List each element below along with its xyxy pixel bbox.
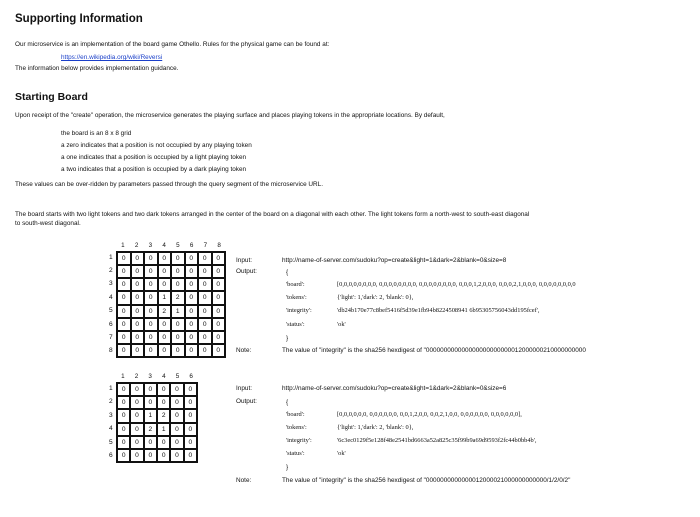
ex1-integrity-value: 'db24b170e77c8bef5416f5d39e1fb94b8224508941 6b95305756043dd195fcef', — [337, 307, 540, 314]
board-8-cell: 0 — [117, 265, 131, 278]
board-6-row-number: 6 — [109, 452, 113, 460]
board-6-row-number: 4 — [109, 425, 113, 433]
board-8-col-number: 8 — [217, 242, 221, 249]
board-6-cell: 0 — [117, 409, 130, 422]
board-8-cell: 0 — [198, 318, 212, 331]
ex1-open-brace: { — [286, 269, 289, 276]
board-6-cell: 0 — [130, 409, 143, 422]
board-6-cell: 0 — [184, 396, 197, 409]
board-8-cell: 0 — [212, 252, 226, 265]
board-6-cell: 0 — [144, 396, 157, 409]
ex2-board-value: [0,0,0,0,0,0, 0,0,0,0,0,0, 0,0,1,2,0,0, 0,0,2,1,0,0, 0,0,0,0,0,0, 0,0,0,0,0,0], — [337, 411, 522, 418]
board-8-cell: 0 — [198, 291, 212, 304]
board-8-cell: 0 — [144, 344, 158, 357]
board-8-cell: 0 — [144, 291, 158, 304]
board-8-cell: 0 — [144, 318, 158, 331]
ex1-input-label: Input: — [236, 257, 252, 264]
board-6-col-number: 3 — [148, 373, 152, 380]
board-8-col-number: 1 — [121, 242, 125, 249]
board-8-row-number: 5 — [109, 307, 113, 315]
ex1-tokens-key: 'tokens': — [286, 294, 307, 301]
board-6-cell: 0 — [184, 409, 197, 422]
board-6-cell: 0 — [130, 383, 143, 396]
board-6-cell: 0 — [144, 436, 157, 449]
board-6-cell: 2 — [157, 409, 170, 422]
board-8-col-number: 2 — [134, 242, 139, 249]
board-6-cell: 0 — [170, 383, 183, 396]
board-8-cell: 0 — [117, 344, 131, 357]
board-6-col-number: 2 — [134, 373, 139, 380]
ex2-integrity-value: '6c3ec0129f5e128f48e2541bd6663a52a825c35f99b9a69d9593f2fc44b0bb4b', — [337, 437, 537, 444]
ex1-status-key: 'status': — [286, 321, 305, 328]
board-6-col-number: 5 — [175, 373, 180, 380]
board-8-cell: 0 — [131, 291, 145, 304]
board-8-cell: 0 — [131, 318, 145, 331]
board-8-cell: 0 — [144, 331, 158, 344]
board-8-cell: 0 — [212, 318, 226, 331]
board-6-cell: 0 — [117, 383, 130, 396]
board-6-cell: 0 — [117, 396, 130, 409]
ex1-board-value: [0,0,0,0,0,0,0,0, 0,0,0,0,0,0,0,0, 0,0,0,0,0,0,0,0, 0,0,0,1,2,0,0,0, 0,0,0,2,1,0,0,0, 0,0,0,0,0,0,0,0 — [337, 281, 576, 288]
ex2-input-url: http://name-of-server.com/sudoku?op=create&light=1&dark=2&blank=0&size=6 — [282, 385, 507, 392]
board-8-col-number: 4 — [162, 242, 166, 249]
ex2-close-brace: } — [286, 464, 289, 471]
ex2-input-label: Input: — [236, 385, 252, 392]
board-8-cell: 0 — [131, 305, 145, 318]
board-8-cell: 0 — [212, 331, 226, 344]
board-8-cell: 0 — [185, 252, 199, 265]
board-8-cell: 0 — [198, 278, 212, 291]
board-6-col-number: 6 — [189, 373, 193, 380]
board-6-cell: 2 — [144, 423, 157, 436]
intro-line-2: The information below provides implementation guidance. — [15, 65, 179, 72]
board-8-col-number: 3 — [148, 242, 153, 249]
ex2-note-text: The value of "integrity" is the sha256 hexdigest of "0000000000000012000021000000000000/1/2/0/2" — [282, 477, 571, 484]
ex2-status-key: 'status': — [286, 450, 305, 457]
board-8-cell: 1 — [171, 305, 185, 318]
board-8-row-number: 3 — [109, 280, 113, 288]
ex2-open-brace: { — [286, 399, 289, 406]
board-8-cell: 0 — [212, 291, 226, 304]
ex2-tokens-value: {'light': 1,'dark': 2, 'blank': 0}, — [337, 424, 414, 431]
board-8-cell: 0 — [131, 331, 145, 344]
ex1-note-text: The value of "integrity" is the sha256 hexdigest of "000000000000000000000000012000000210000000000 — [282, 347, 586, 354]
board-8-cell: 0 — [117, 318, 131, 331]
default-item-1: the board is an 8 x 8 grid — [61, 130, 132, 137]
board-6-cell: 0 — [144, 449, 157, 462]
section-line-1: Upon receipt of the "create" operation, the microservice generates the playing surface and places playing tokens in the appropriate locations. By default, — [15, 112, 445, 119]
board-8-grid — [116, 251, 226, 358]
board-8-cell: 0 — [158, 331, 172, 344]
board-8-cell: 0 — [198, 305, 212, 318]
board-6-cell: 0 — [184, 449, 197, 462]
board-6-cell: 0 — [117, 449, 130, 462]
board-6-cell: 0 — [130, 449, 143, 462]
board-8-cell: 0 — [185, 278, 199, 291]
board-8-cell: 0 — [158, 318, 172, 331]
board-6-cell: 0 — [184, 436, 197, 449]
ex1-tokens-value: {'light': 1,'dark': 2, 'blank': 0}, — [337, 294, 414, 301]
board-6-cell: 0 — [170, 423, 183, 436]
board-6-cell: 0 — [170, 409, 183, 422]
board-8-col-number: 6 — [189, 242, 194, 249]
ex1-board-key: 'board': — [286, 281, 305, 288]
board-6-cell: 0 — [184, 383, 197, 396]
board-6-cell: 0 — [157, 383, 170, 396]
board-desc-1: The board starts with two light tokens and two dark tokens arranged in the center of the board on a diagonal with each other. The light tokens form a north-west to south-east diagonal — [15, 211, 530, 218]
board-8-cell: 0 — [144, 252, 158, 265]
board-8-row-number: 1 — [109, 253, 113, 261]
ex1-integrity-key: 'integrity': — [286, 307, 312, 314]
board-8-cell: 0 — [171, 252, 185, 265]
board-6-col-number: 1 — [121, 373, 125, 380]
ex1-input-url: http://name-of-server.com/sudoku?op=create&light=1&dark=2&blank=0&size=8 — [282, 257, 507, 264]
board-6-row-number: 5 — [109, 438, 113, 446]
board-6-cell: 0 — [144, 383, 157, 396]
board-8-cell: 0 — [171, 265, 185, 278]
ex2-output-label: Output: — [236, 398, 257, 405]
board-6-cell: 1 — [157, 423, 170, 436]
board-8-cell: 0 — [117, 305, 131, 318]
ex2-tokens-key: 'tokens': — [286, 424, 307, 431]
board-8-cell: 0 — [198, 344, 212, 357]
board-8-cell: 0 — [212, 344, 226, 357]
board-8-cell: 0 — [117, 252, 131, 265]
board-8-cell: 0 — [158, 344, 172, 357]
board-6-cell: 0 — [170, 449, 183, 462]
ex1-close-brace: } — [286, 335, 289, 342]
board-8-cell: 0 — [171, 344, 185, 357]
ex2-status-value: 'ok' — [337, 450, 346, 457]
board-6-cell: 0 — [184, 423, 197, 436]
reversi-link[interactable]: https://en.wikipedia.org/wiki/Reversi — [61, 54, 163, 61]
board-6-cell: 0 — [157, 449, 170, 462]
board-8-cell: 0 — [171, 278, 185, 291]
board-8-cell: 0 — [185, 265, 199, 278]
board-8-cell: 0 — [185, 331, 199, 344]
board-8-cell: 0 — [185, 291, 199, 304]
ex2-board-key: 'board': — [286, 411, 305, 418]
section-title: Starting Board — [15, 91, 88, 103]
board-8-cell: 0 — [131, 278, 145, 291]
board-8-col-number: 5 — [176, 242, 180, 249]
board-8-cell: 0 — [198, 331, 212, 344]
ex1-output-label: Output: — [236, 268, 257, 275]
board-8-cell: 0 — [171, 331, 185, 344]
board-8-cell: 0 — [185, 344, 199, 357]
board-8-cell: 0 — [185, 318, 199, 331]
doc-title: Supporting Information — [15, 13, 143, 25]
board-6-cell: 0 — [130, 396, 143, 409]
board-desc-2: to south-west diagonal. — [15, 220, 81, 227]
board-6-col-number: 4 — [162, 373, 166, 380]
board-6-cell: 0 — [170, 436, 183, 449]
board-8-cell: 2 — [158, 305, 172, 318]
board-8-cell: 0 — [158, 252, 172, 265]
board-8-cell: 2 — [171, 291, 185, 304]
ex1-note-label: Note: — [236, 347, 252, 354]
default-item-3: a one indicates that a position is occupied by a light playing token — [61, 154, 247, 161]
board-8-cell: 0 — [144, 265, 158, 278]
board-8-cell: 0 — [158, 278, 172, 291]
board-6-cell: 0 — [130, 423, 143, 436]
board-8-cell: 0 — [117, 331, 131, 344]
default-item-2: a zero indicates that a position is not occupied by any playing token — [61, 142, 252, 149]
board-8-row-number: 8 — [109, 347, 113, 355]
board-6-cell: 0 — [157, 436, 170, 449]
board-8-cell: 0 — [131, 344, 145, 357]
board-8-cell: 0 — [158, 265, 172, 278]
board-8-cell: 0 — [144, 305, 158, 318]
board-8-cell: 0 — [212, 265, 226, 278]
ex1-status-value: 'ok' — [337, 321, 346, 328]
board-6-cell: 0 — [130, 436, 143, 449]
board-6-cell: 1 — [144, 409, 157, 422]
ex2-note-label: Note: — [236, 477, 252, 484]
intro-line-1: Our microservice is an implementation of the board game Othello. Rules for the physical game can be found at: — [15, 41, 330, 48]
board-8-cell: 0 — [212, 305, 226, 318]
board-8-cell: 0 — [144, 278, 158, 291]
board-6-cell: 0 — [157, 396, 170, 409]
board-6-row-number: 1 — [109, 384, 113, 392]
board-8-cell: 0 — [117, 278, 131, 291]
board-8-cell: 0 — [198, 265, 212, 278]
board-8-cell: 1 — [158, 291, 172, 304]
board-6-cell: 0 — [117, 436, 130, 449]
board-8-cell: 0 — [185, 305, 199, 318]
board-6-row-number: 2 — [109, 398, 113, 406]
board-6-grid — [116, 382, 198, 463]
board-8-col-number: 7 — [203, 242, 208, 249]
board-8-row-number: 7 — [109, 333, 113, 341]
board-8-cell: 0 — [171, 318, 185, 331]
default-item-4: a two indicates that a position is occupied by a dark playing token — [61, 166, 247, 173]
board-6-cell: 0 — [170, 396, 183, 409]
board-8-cell: 0 — [117, 291, 131, 304]
board-6-row-number: 3 — [109, 411, 113, 419]
ex2-integrity-key: 'integrity': — [286, 437, 312, 444]
board-8-row-number: 2 — [109, 267, 113, 275]
board-8-cell: 0 — [212, 278, 226, 291]
board-8-cell: 0 — [198, 252, 212, 265]
board-8-row-number: 6 — [109, 320, 113, 328]
override-line: These values can be over-ridden by parameters passed through the query segment of the microservice URL. — [15, 181, 323, 188]
board-6-cell: 0 — [117, 423, 130, 436]
board-8-cell: 0 — [131, 265, 145, 278]
board-8-row-number: 4 — [109, 293, 113, 301]
board-8-cell: 0 — [131, 252, 145, 265]
